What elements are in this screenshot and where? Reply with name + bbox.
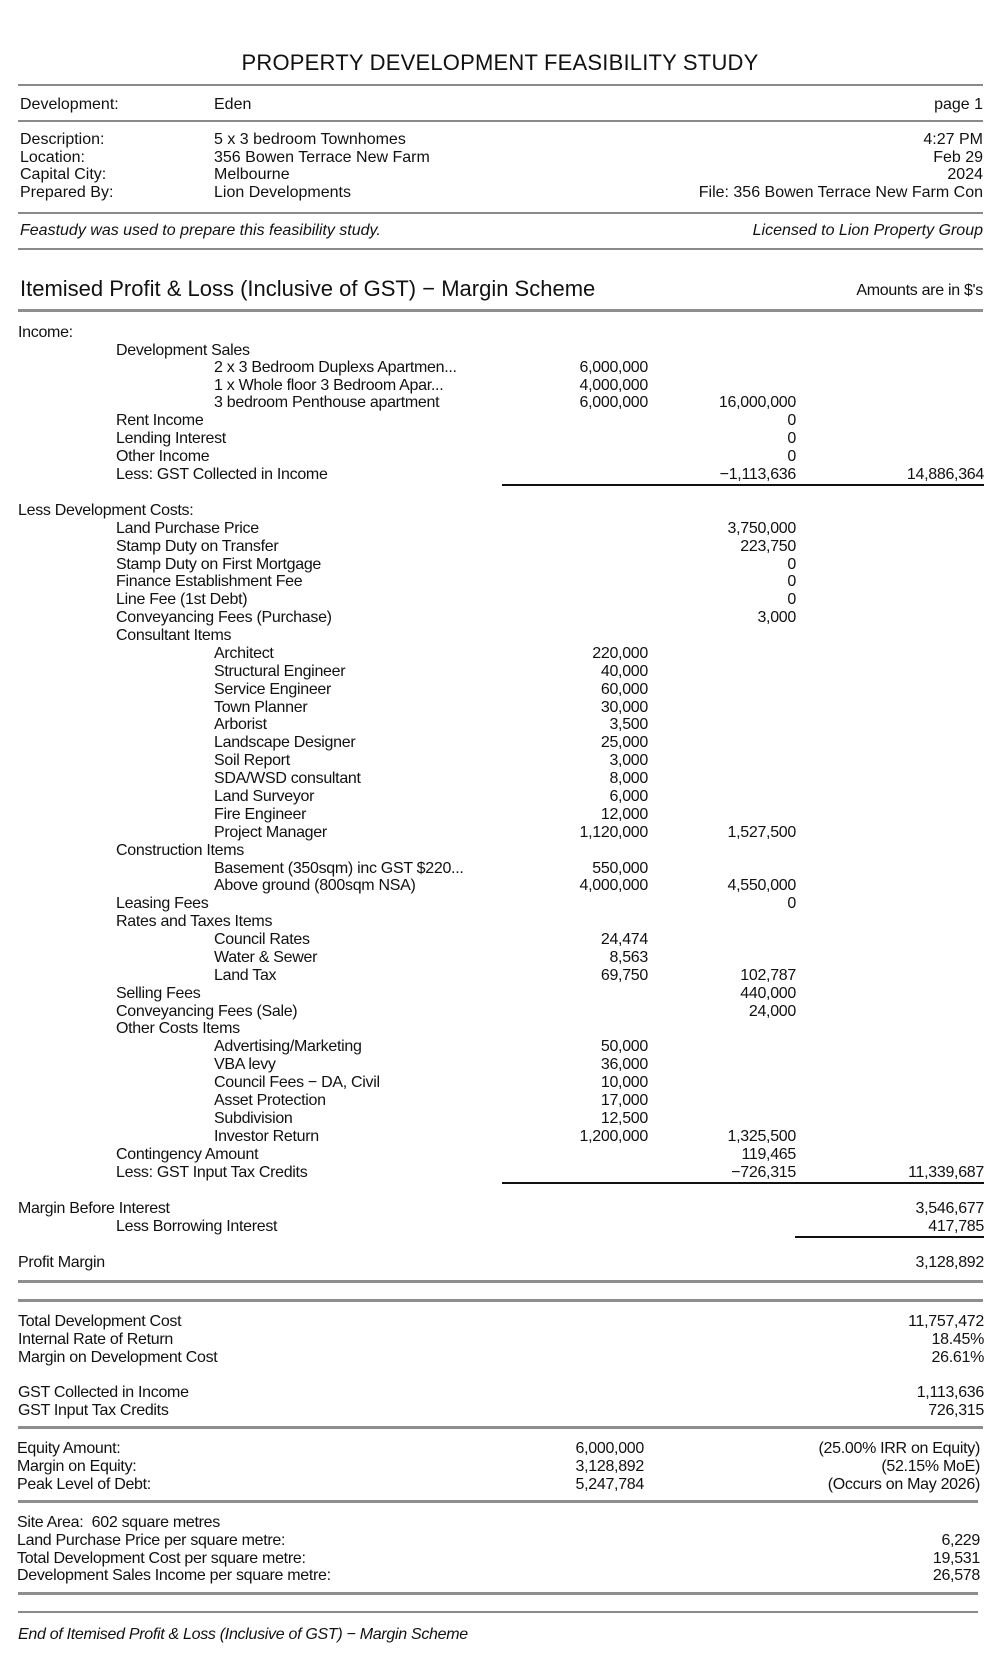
table-row: Conveyancing Fees (Purchase) 3,000 [116,609,796,626]
table-row: Conveyancing Fees (Sale) 24,000 [116,1003,796,1020]
divider [18,1299,983,1302]
location-value: 356 Bowen Terrace New Farm [214,148,430,166]
divider [18,1280,983,1283]
site-row: Total Development Cost per square metre: 19,531 [17,1550,980,1567]
dev-sales-row: Development Sales [116,342,250,359]
table-row: 3 bedroom Penthouse apartment 6,000,000 16,000,000 [214,394,796,411]
divider [18,248,983,250]
location-label: Location: [20,148,85,166]
file-name: File: 356 Bowen Terrace New Farm Con [698,183,983,201]
rates-heading-row: Rates and Taxes Items [116,913,273,930]
table-row: Subdivision 12,500 [214,1110,648,1127]
capital-city-value: Melbourne [214,166,290,183]
costs-total: 11,339,687 [908,1164,984,1181]
table-row: Stamp Duty on Transfer 223,750 [116,538,796,555]
table-row: Structural Engineer 40,000 [214,663,648,680]
table-row: Soil Report 3,000 [214,752,648,769]
report-title: PROPERTY DEVELOPMENT FEASIBILITY STUDY [241,50,759,75]
capital-city-label: Capital City: [20,166,107,183]
other-costs-heading-row: Other Costs Items [116,1020,240,1037]
meta-labels [20,131,113,201]
table-row: Advertising/Marketing 50,000 [214,1038,648,1055]
table-row: 1 x Whole floor 3 Bedroom Apar... 4,000,000 [214,377,648,394]
table-row: SDA/WSD consultant 8,000 [214,770,648,787]
table-row: Basement (350sqm) inc GST $220... 550,000 [214,860,648,877]
divider [18,1592,978,1595]
report-timestamp [699,131,983,201]
table-row: Town Planner 30,000 [214,699,648,716]
summary-row: Margin on Development Cost 26.61% [18,1349,984,1366]
page-number: page 1 [934,96,983,113]
divider [18,120,983,122]
gst-credits-row: Less: GST Input Tax Credits −726,315 11,339,687 [116,1164,984,1181]
development-value: Eden [214,96,252,113]
year: 2024 [947,166,983,183]
summary-row: GST Collected in Income 1,113,636 [18,1384,984,1401]
divider [18,212,983,214]
table-row: Land Surveyor 6,000 [214,788,648,805]
equity-row: Equity Amount: 6,000,000 (25.00% IRR on Equity) [17,1440,980,1457]
table-row: Land Purchase Price 3,750,000 [116,520,796,537]
profit-margin-value: 3,128,892 [915,1254,984,1271]
profit-margin-row: Profit Margin 3,128,892 [18,1254,984,1271]
table-row: Above ground (800sqm NSA) 4,000,000 4,550,000 [214,877,796,894]
costs-heading-row: Less Development Costs: [18,502,194,519]
feastudy-note: Feastudy was used to prepare this feasibility study. [20,222,381,239]
divider [18,1426,983,1429]
table-row: Service Engineer 60,000 [214,681,648,698]
gst-collected-row: Less: GST Collected in Income −1,113,636 14,886,364 [116,466,984,483]
borrowing-interest-row: Less Borrowing Interest 417,785 [116,1218,984,1235]
development-label: Development: [20,96,119,113]
summary-row: Internal Rate of Return 18.45% [18,1331,984,1348]
table-row: Other Income 0 [116,448,796,465]
prepared-by-label: Prepared By: [20,183,114,201]
date: Feb 29 [933,148,983,166]
consultant-heading-row: Consultant Items [116,627,232,644]
table-row: Arborist 3,500 [214,716,648,733]
table-row: Architect 220,000 [214,645,648,662]
table-row: VBA levy 36,000 [214,1056,648,1073]
table-row: Water & Sewer 8,563 [214,949,648,966]
margin-before-interest-row: Margin Before Interest 3,546,677 [18,1200,984,1217]
site-row: Development Sales Income per square metre: 26,578 [17,1567,980,1584]
site-area-row: Site Area: 602 square metres [17,1514,220,1531]
underline [795,1236,984,1238]
divider [18,1500,978,1503]
table-row: Selling Fees 440,000 [116,985,796,1002]
income-heading-row: Income: [18,324,73,341]
table-row: Council Rates 24,474 [214,931,648,948]
end-note: End of Itemised Profit & Loss (Inclusive of GST) − Margin Scheme [18,1626,468,1643]
table-row: Contingency Amount 119,465 [116,1146,796,1163]
table-row: Leasing Fees 0 [116,895,796,912]
amounts-note: Amounts are in $'s [856,282,983,299]
table-row: Line Fee (1st Debt) 0 [116,591,796,608]
description-value: 5 x 3 bedroom Townhomes [214,131,406,148]
table-row: Fire Engineer 12,000 [214,806,648,823]
underline [502,1182,984,1184]
divider [18,309,983,312]
site-row: Land Purchase Price per square metre: 6,229 [17,1532,980,1549]
table-row: Lending Interest 0 [116,430,796,447]
table-row: Project Manager 1,120,000 1,527,500 [214,824,796,841]
table-row: 2 x 3 Bedroom Duplexs Apartmen... 6,000,000 [214,359,648,376]
table-row: Council Fees − DA, Civil 10,000 [214,1074,648,1091]
summary-row: Total Development Cost 11,757,472 [18,1313,984,1330]
construction-heading-row: Construction Items [116,842,244,859]
divider [18,84,983,86]
income-total: 14,886,364 [906,466,984,483]
table-row: Stamp Duty on First Mortgage 0 [116,556,796,573]
summary-row: GST Input Tax Credits 726,315 [18,1402,984,1419]
equity-row: Margin on Equity: 3,128,892 (52.15% MoE) [17,1458,980,1475]
table-row: Landscape Designer 25,000 [214,734,648,751]
section-title: Itemised Profit & Loss (Inclusive of GST) − Margin Scheme [20,276,596,301]
description-label: Description: [20,131,105,148]
table-row: Investor Return 1,200,000 1,325,500 [214,1128,796,1145]
meta-values [214,131,430,201]
table-row: Finance Establishment Fee 0 [116,573,796,590]
license-note: Licensed to Lion Property Group [752,222,983,239]
prepared-by-value: Lion Developments [214,183,351,201]
underline [502,484,984,486]
time: 4:27 PM [923,131,983,148]
table-row: Rent Income 0 [116,412,796,429]
table-row: Asset Protection 17,000 [214,1092,648,1109]
table-row: Land Tax 69,750 102,787 [214,967,796,984]
equity-row: Peak Level of Debt: 5,247,784 (Occurs on May 2026) [17,1476,980,1493]
divider [18,1611,978,1613]
